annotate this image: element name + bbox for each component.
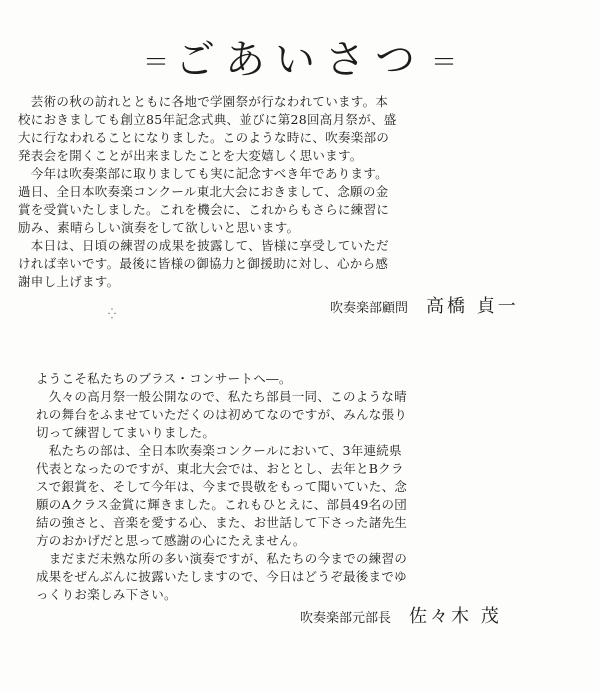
text-line: 久々の高月祭一般公開なので、私たち部員一同、このような晴 — [36, 389, 407, 404]
text-line: 過日、全日本吹奏楽コンクール東北大会におきまして、念願の金 — [18, 184, 389, 199]
text-line: 方のおかげだと思って感謝の心にたえません。 — [36, 533, 306, 548]
text-line: 大に行なわれることになりました。このような時に、吹奏楽部の — [18, 130, 390, 145]
signature-name: 高橋 貞一 — [426, 296, 519, 317]
title-text: ごあいさつ — [175, 37, 425, 83]
text-line: 発表会を開くことが出来ましたことを大変嬉しく思います。 — [18, 148, 363, 163]
signature-former-leader — [300, 602, 502, 628]
title-decoration-right: ＝ — [431, 48, 458, 78]
text-line: 今年は吹奏楽部に取りましても実に記念すべき年であります。 — [18, 166, 388, 181]
page-title — [0, 30, 600, 93]
stray-mark: ⁛ — [108, 309, 116, 320]
text-line: 励み、素晴らしい演奏をして欲しいと思います。 — [18, 220, 300, 235]
signature-advisor — [330, 292, 519, 318]
text-line: 校におきましても創立85年記念式典、並びに第28回高月祭が、盛 — [18, 112, 397, 127]
text-line: 成果をぜんぶんに披露いたしますので、今日はどうぞ最後までゆ — [36, 569, 407, 584]
text-line: まだまだ未熟な所の多い演奏ですが、私たちの今までの練習の — [36, 551, 408, 566]
text-line: 願のAクラス金賞に輝きました。これもひとえに、部員49名の団 — [36, 497, 408, 512]
text-line: 結の強さと、音楽を愛する心、また、お世話して下さった諸先生 — [36, 515, 408, 530]
text-line: ければ幸いです。最後に皆様の御協力と御援助に対し、心から感 — [18, 256, 389, 271]
text-line: れの舞台をふませていただくのは初めてなのですが、みんな張り — [36, 407, 408, 422]
text-line: っくりお楽しみ下さい。 — [36, 587, 177, 602]
text-line: 私たちの部は、全日本吹奏楽コンクールにおいて、3年連続県 — [36, 443, 402, 458]
text-line: スで銀賞を、そして今年は、今まで畏敬をもって聞いていた、念 — [36, 479, 408, 494]
text-line: ようこそ私たちのブラス・コンサートへ―。 — [36, 371, 292, 386]
text-line: 代表となったのですが、東北大会では、おととし、去年とBクラ — [36, 461, 404, 476]
signature-name: 佐々木 茂 — [409, 606, 502, 627]
text-line: 賞を受賞いたしました。これを機会に、これからもさらに練習に — [18, 202, 390, 217]
text-line: 切って練習してまいりました。 — [36, 425, 216, 440]
signature-title: 吹奏楽部元部長 — [300, 611, 392, 626]
title-decoration-left: ＝ — [142, 48, 169, 78]
text-line: 芸術の秋の訪れとともに各地で学園祭が行なわれています。本 — [18, 94, 389, 109]
signature-title: 吹奏楽部顧問 — [330, 301, 409, 316]
text-line: 本日は、日頃の練習の成果を披露して、皆様に享受していただ — [18, 238, 389, 253]
text-line: 謝申し上げます。 — [18, 274, 120, 289]
